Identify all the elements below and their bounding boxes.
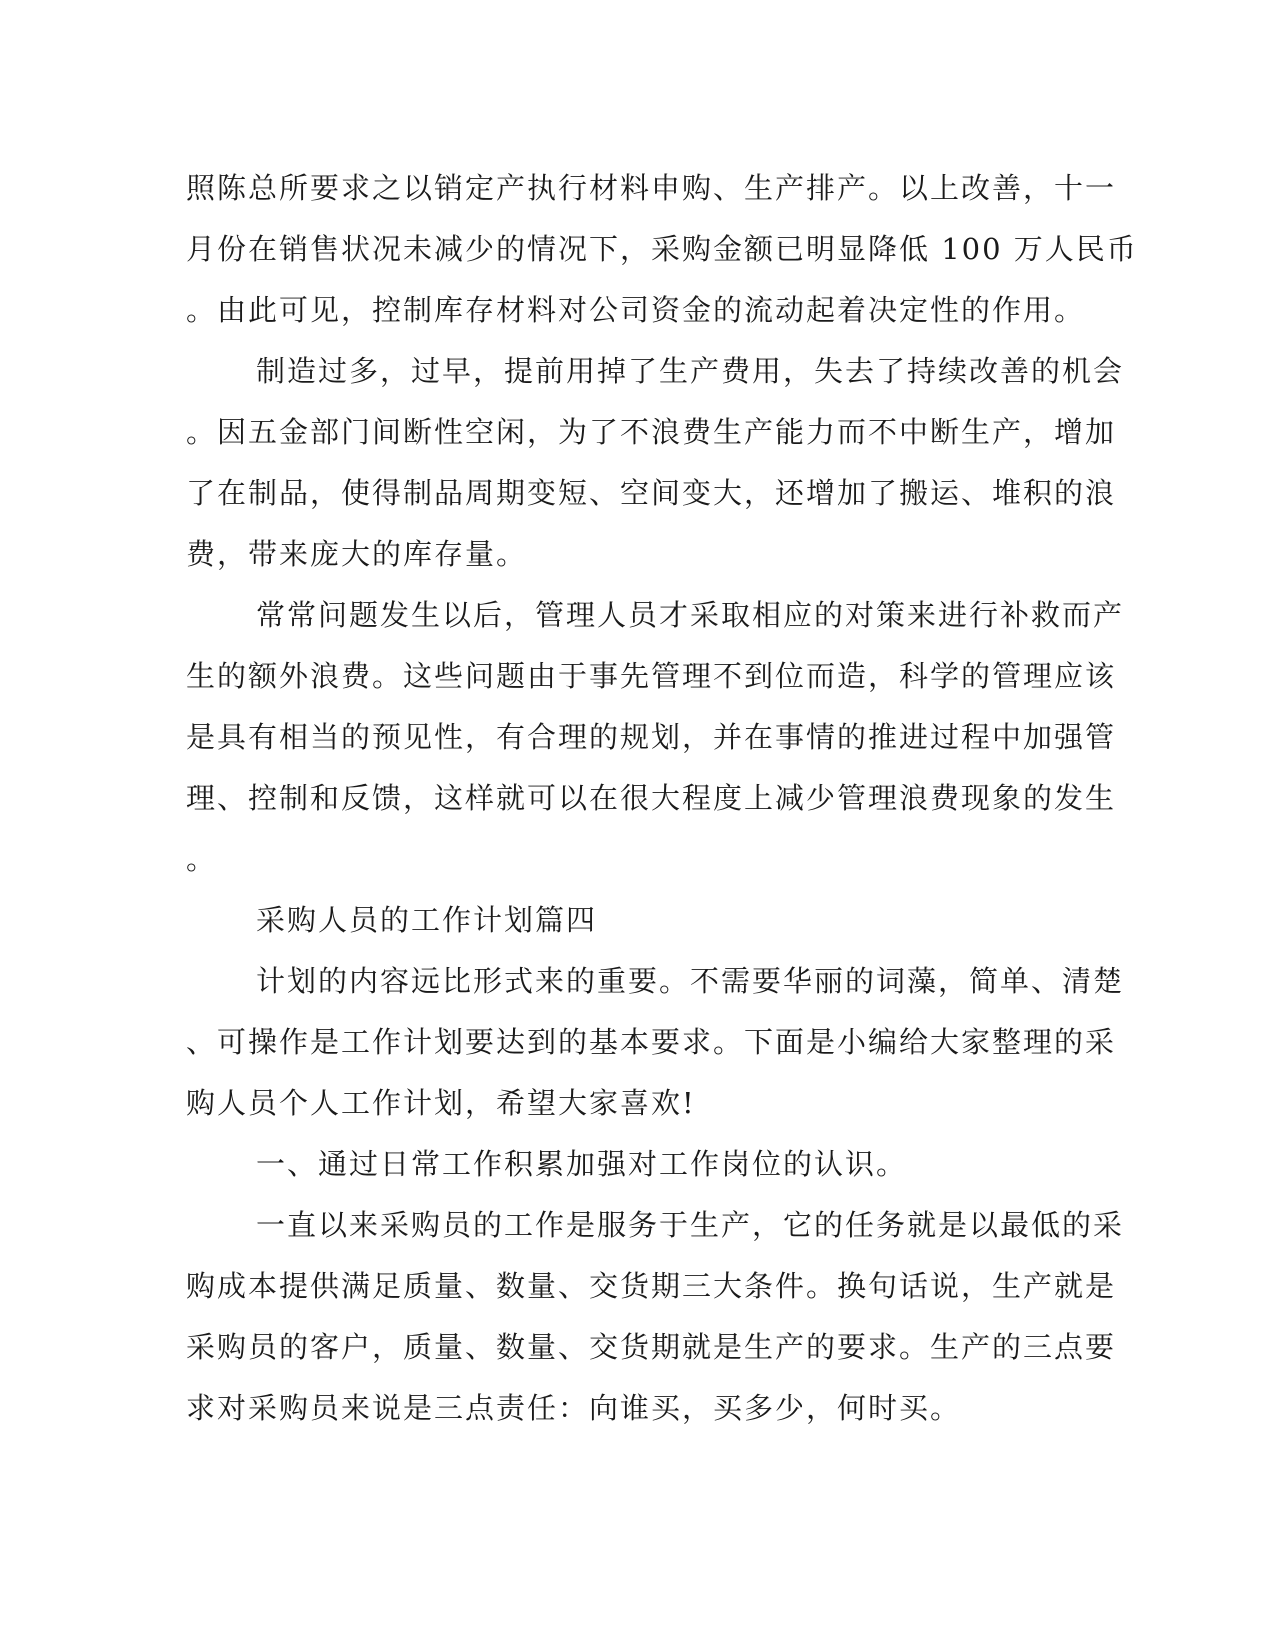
text-line: 购成本提供满足质量、数量、交货期三大条件。换句话说，生产就是 (186, 1269, 1117, 1303)
heading-text: 采购人员的工作计划篇四 (256, 903, 598, 937)
paragraph (186, 585, 1125, 890)
text-line: 费，带来庞大的库存量。 (186, 537, 528, 571)
text-line: 求对采购员来说是三点责任：向谁买，买多少，何时买。 (186, 1391, 962, 1425)
text-line: 照陈总所要求之以销定产执行材料申购、生产排产。以上改善，十一 (186, 171, 1117, 205)
text-line: 月份在销售状况未减少的情况下，采购金额已明显降低 100 万人民币 (186, 232, 1138, 266)
text-line: 。 (186, 842, 218, 876)
text-line: 常常问题发生以后，管理人员才采取相应的对策来进行补救而产 (256, 598, 1125, 632)
text-line: 理、控制和反馈，这样就可以在很大程度上减少管理浪费现象的发生 (186, 781, 1117, 815)
text-line: 制造过多，过早，提前用掉了生产费用，失去了持续改善的机会 (256, 354, 1125, 388)
paragraph (186, 158, 1138, 341)
paragraph (186, 341, 1125, 585)
text-line: 生的额外浪费。这些问题由于事先管理不到位而造，科学的管理应该 (186, 659, 1117, 693)
text-line: 了在制品，使得制品周期变短、空间变大，还增加了搬运、堆积的浪 (186, 476, 1117, 510)
text-line: 一直以来采购员的工作是服务于生产，它的任务就是以最低的采 (256, 1208, 1125, 1242)
paragraph (186, 1195, 1125, 1439)
text-line: 计划的内容远比形式来的重要。不需要华丽的词藻，简单、清楚 (256, 964, 1125, 998)
paragraph (186, 1134, 1066, 1195)
paragraph (186, 951, 1125, 1134)
text-line: 。因五金部门间断性空闲，为了不浪费生产能力而不中断生产，增加 (186, 415, 1117, 449)
text-line: 。由此可见，控制库存材料对公司资金的流动起着决定性的作用。 (186, 293, 1086, 327)
text-line: 采购员的客户，质量、数量、交货期就是生产的要求。生产的三点要 (186, 1330, 1117, 1364)
document-body (186, 158, 1138, 1439)
text-line: 、可操作是工作计划要达到的基本要求。下面是小编给大家整理的采 (186, 1025, 1117, 1059)
text-line: 是具有相当的预见性，有合理的规划，并在事情的推进过程中加强管 (186, 720, 1117, 754)
text-line: 购人员个人工作计划，希望大家喜欢! (186, 1086, 696, 1120)
section-heading (186, 890, 1066, 951)
text-line: 一、通过日常工作积累加强对工作岗位的认识。 (256, 1147, 908, 1181)
